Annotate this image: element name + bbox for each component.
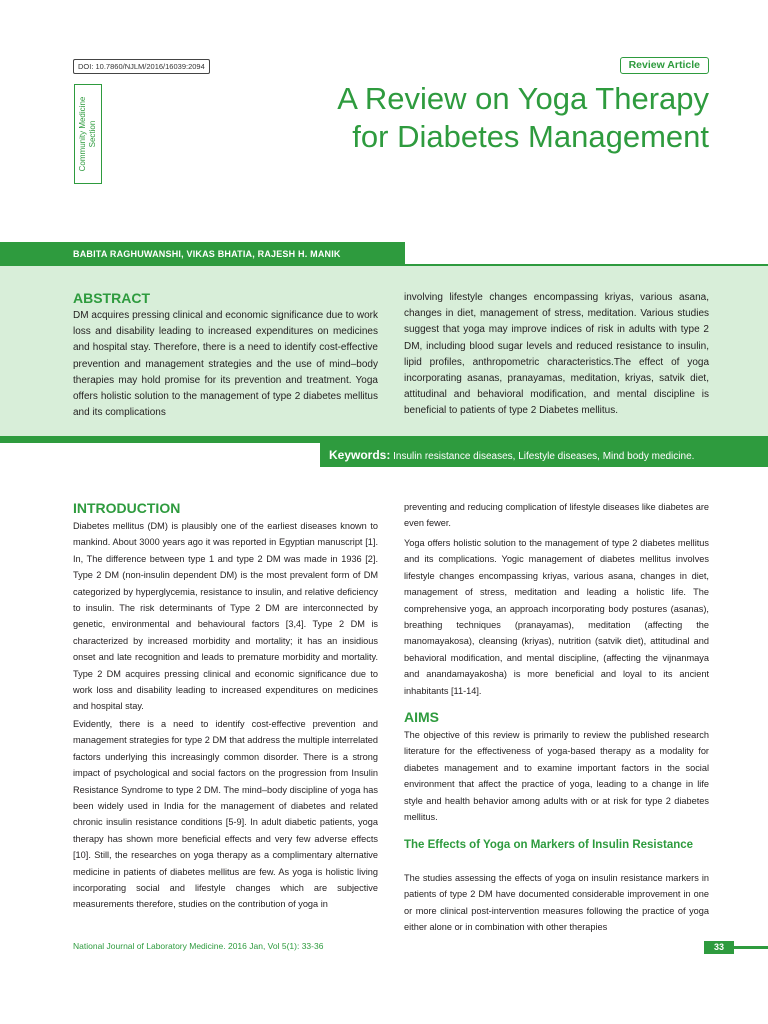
keywords-label: Keywords: [329, 448, 391, 462]
introduction-paragraph-2: Evidently, there is a need to identify cost-effective prevention and management strategies for type 2 DM that address the multiple interrelated factors underlying this increasingly common disorder. There is a strong impact of psychological and social factors on the progression from Insulin Resistance Syndrome to type 2 DM. The mind–body discipline of yoga has been widely used in India for the management of diabetes and related chronic insulin resistance conditions [5-9]. In adult diabetic patients, yoga therapy has shown more beneficial effects and very few adverse effects [10]. Still, the researches on yoga therapy as a complimentary alternative medicine in patients of diabetes mellitus are few. As yoga is holistic living incorporating social and lifestyle changes which are subjective measurements therefore, studies on the contribution of yoga in [73, 719, 378, 910]
aims-heading: AIMS [404, 709, 439, 725]
introduction-heading: INTRODUCTION [73, 500, 181, 516]
keywords-bar [320, 443, 768, 467]
page-number: 33 [704, 941, 734, 954]
aims-paragraph: The objective of this review is primarily to review the published research literature for the effectiveness of yoga-based therapy as a modality for diabetes management and to examine important factors in the social environment that affect the practice of yoga, leading to a change in life style and health behavior among adults with or at risk for type 2 diabetes mellitus. [404, 730, 709, 823]
title-line1: A Review on Yoga Therapy [337, 81, 709, 116]
section-tag-text [78, 97, 98, 172]
article-title [189, 80, 709, 156]
authors-bar: BABITA RAGHUWANSHI, VIKAS BHATIA, RAJESH H. MANIK [0, 242, 405, 266]
introduction-paragraph-1: Diabetes mellitus (DM) is plausibly one of the earliest diseases known to mankind. About 3000 years ago it was reported in Egyptian manuscript [1]. In, The difference between type 1 and type 2 DM was made in 1936 [2]. Type 2 DM (non-insulin dependent DM) is the most prevalent form of DM categorized by hyperglycemia, resistance to insulin, and relative deficiency to insulin. The risk determinants of Type 2 DM are interconnected by genetic, environmental and behavioural factors [3,4]. Type 2 DM is characterized by increased morbidity and mortality; it has an insidious onset and late recognition and leads to premature morbidity and mortality. Type 2 DM acquires pressing clinical and economic significance due to work loss and disability leading to increased expenditures on medicines and hospital stay. [73, 521, 378, 712]
page-number-line [734, 946, 768, 949]
doi-label: DOI: 10.7860/NJLM/2016/16039:2094 [73, 59, 210, 74]
footer-journal-citation: National Journal of Laboratory Medicine. 2016 Jan, Vol 5(1): 33-36 [73, 941, 324, 951]
article-type-badge: Review Article [620, 57, 709, 74]
title-line2: for Diabetes Management [352, 119, 709, 154]
effects-heading: The Effects of Yoga on Markers of Insulin Resistance [404, 839, 694, 851]
section-tag-line1: Community Medicine [78, 96, 87, 172]
abstract-column-1: DM acquires pressing clinical and economic significance due to work loss and disability leading to increased expenditures on medicines and hospital stay. Therefore, there is a need to identify cost-effective prevention and management strategies and the use of mind–body therapies may hold promise for its prevention and treatment. Yoga offers holistic solution to the management of type 2 diabetes mellitus and its complications [73, 310, 378, 419]
abstract-heading: ABSTRACT [73, 290, 150, 306]
section-tag-line2: Section [88, 120, 97, 148]
abstract-column-2: involving lifestyle changes encompassing kriyas, various asana, changes in diet, management of stress, meditation. Various studies suggest that yoga may improve indices of risk in adults with type 2 DM, including blood sugar levels and reduced resistance to insulin, lipid profiles, anthropometric characteristics.The effect of yoga incorporating asanas, pranayamas, meditation, kriyas, satvik diet, attitudinal and behavioral modification, and mental discipline is beneficial to patients of type 2 Diabetes mellitus. [404, 292, 709, 417]
effects-paragraph: The studies assessing the effects of yoga on insulin resistance markers in patients of type 2 DM have documented considerable improvement in one or more clinical post-intervention measures following the practice of yoga either alone or in combination with other therapies [404, 873, 709, 933]
section-tag [74, 84, 102, 184]
introduction-paragraph-4: Yoga offers holistic solution to the management of type 2 diabetes mellitus and its complications. Yogic management of diabetes mellitus involves lifestyle changes encompassing kriyas, various asana, changes in diet, management of stress, meditation and leading a holistic life. The comprehensive yoga, an approach incorporating body postures (asanas), breathing techniques (pranayamas), meditation (affecting the manomayakosa), cleansing (kriyas), nutrition (satvik diet), attitudinal and behavioral modification, and mental discipline, (affecting the vijnanmaya and anandamayakosha) is more beneficial and loyal to its ancient inhabitants [11-14]. [404, 538, 709, 696]
abstract-divider [0, 436, 768, 443]
keywords-text: Insulin resistance diseases, Lifestyle diseases, Mind body medicine. [393, 451, 695, 462]
introduction-paragraph-3: preventing and reducing complication of lifestyle diseases like diabetes are even fewer. [404, 502, 709, 529]
